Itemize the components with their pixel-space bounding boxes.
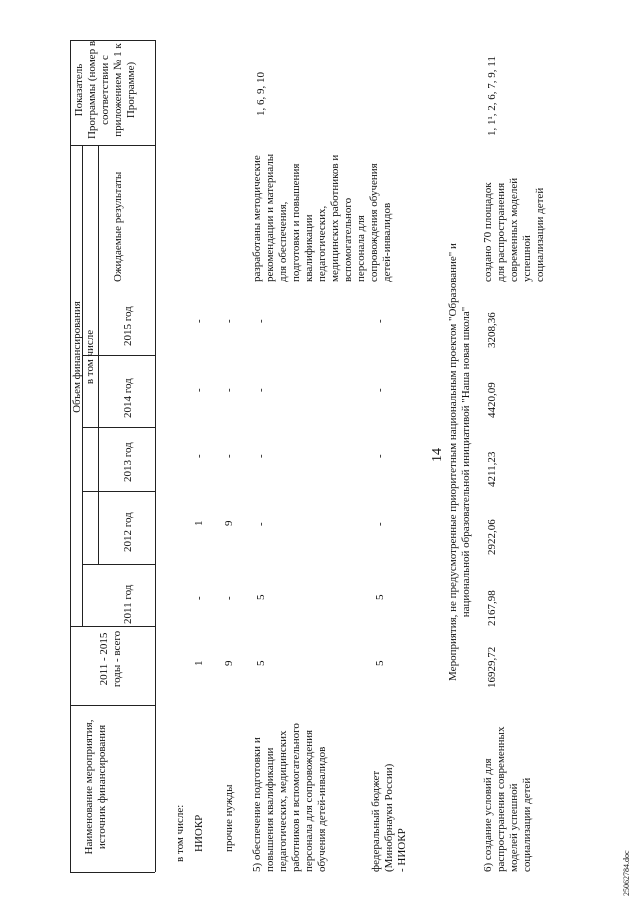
cell-2011: - xyxy=(193,596,205,600)
header-results: Ожидаемые результаты xyxy=(112,171,124,282)
cell-2013: - xyxy=(255,454,267,458)
cell-2015: 3208,36 xyxy=(486,312,498,348)
cell-2015: - xyxy=(374,319,386,323)
cell-2015: - xyxy=(193,319,205,323)
cell-2014: - xyxy=(223,388,235,392)
cell-result: разработаны методические рекомендации и материалы для обеспечения, подготовки и повышения квалификации педагогических, медицинских работников и вспомогательного персонала для сопровождения обучения детей-инвалидов xyxy=(251,153,393,282)
cell-total: 1 xyxy=(193,660,205,666)
cell-2014: 4420,09 xyxy=(486,382,498,418)
page-number: 14 xyxy=(430,448,445,462)
cell-total: 5 xyxy=(255,660,267,666)
row-name: 6) создание условий для распространения современных моделей успешной социализации детей xyxy=(482,726,533,872)
header-funding: Объем финансирования xyxy=(71,301,83,413)
cell-total: 16929,72 xyxy=(486,646,498,688)
row-name: НИОКР xyxy=(193,814,205,852)
row-name: прочие нужды xyxy=(223,784,235,852)
cell-2011: 2167,98 xyxy=(486,590,498,626)
cell-indicator: 1, 6, 9, 10 xyxy=(255,72,267,116)
cell-2015: - xyxy=(255,319,267,323)
row-name: 5) обеспечение подготовки и повышения квалификации педагогических, медицинских работников и вспомогательного персонала для сопровождения обучения детей-инвалидов xyxy=(251,723,328,872)
header-year-2012: 2012 год xyxy=(122,512,134,552)
cell-total: 9 xyxy=(223,660,235,666)
cell-2012: - xyxy=(255,522,267,526)
cell-2012: 1 xyxy=(193,520,205,526)
header-year-2013: 2013 год xyxy=(122,442,134,482)
header-name: Наименование мероприятия, источник финансирования xyxy=(83,719,108,855)
header-indicator: Показатель Программы (номер в соответствии с приложением № 1 к Программе) xyxy=(73,40,137,140)
header-year-2014: 2014 год xyxy=(122,378,134,418)
cell-2012: 9 xyxy=(223,520,235,526)
section-heading: Мероприятия, не предусмотренные приоритетным национальным проектом "Образование" и национальной образовательной инициативой "Наша новая школа" xyxy=(447,243,472,681)
row-name: федеральный бюджет (Минобрнауки России) - НИОКР xyxy=(370,763,408,872)
cell-2015: - xyxy=(223,319,235,323)
row-label-including: в том числе: xyxy=(174,804,186,862)
cell-2012: 2922,06 xyxy=(486,519,498,555)
header-including: в том числе xyxy=(84,329,96,385)
cell-2012: - xyxy=(374,522,386,526)
cell-2013: - xyxy=(223,454,235,458)
cell-2011: 5 xyxy=(255,594,267,600)
cell-2014: - xyxy=(374,388,386,392)
cell-result: создано 70 площадок для распространения современных моделей успешной социализации детей xyxy=(482,177,546,282)
cell-2011: - xyxy=(223,596,235,600)
cell-indicator: 1, 1¹, 2, 6, 7, 9, 11 xyxy=(486,56,498,136)
document-code: 25062784.doc xyxy=(622,850,631,896)
cell-total: 5 xyxy=(374,660,386,666)
cell-2011: 5 xyxy=(374,594,386,600)
cell-2013: - xyxy=(193,454,205,458)
header-year-2015: 2015 год xyxy=(122,306,134,346)
cell-2013: - xyxy=(374,454,386,458)
header-total: 2011 - 2015 годы - всего xyxy=(98,630,123,688)
cell-2014: - xyxy=(255,388,267,392)
cell-2014: - xyxy=(193,388,205,392)
header-year-2011: 2011 год xyxy=(122,584,134,624)
cell-2013: 4211,23 xyxy=(486,451,498,487)
